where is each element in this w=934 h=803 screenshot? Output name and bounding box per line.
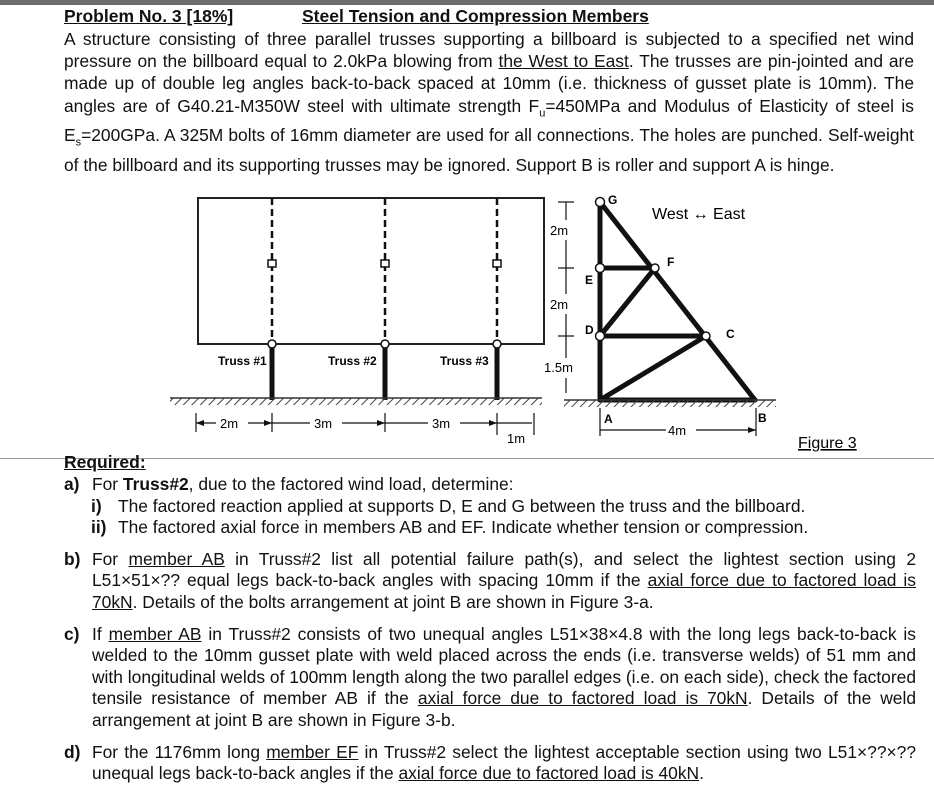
node-G [596,198,605,207]
part-a [64,474,916,496]
west-east-label: West ↔ East [652,206,746,223]
es-subscript: s [75,136,82,149]
truss1-pin [268,340,276,348]
label-C: C [726,327,735,341]
part-d-text-3: . [699,763,704,784]
part-a-label: a) [64,474,80,494]
part-c [64,624,916,732]
part-d-text-2: in Truss#2 select the lightest acceptable section using two L51×??×?? unequal legs back-to-back angles if the [92,741,916,784]
part-a-truss: Truss#2 [122,474,189,494]
label-E: E [585,273,594,287]
top-border [0,0,934,5]
part-b-text-2: in Truss#2 list all potential failure path(s), and select the lightest section using 2 L51×51×?? equal legs back-to-back angles with spacing 10mm if the [92,548,916,591]
part-c-text-1: If [92,623,109,644]
span-4m: 4m [668,423,687,438]
problem-subtitle: Steel Tension and Compression Members [302,6,649,26]
arrow-head [196,420,204,426]
arrow-head [489,420,497,426]
part-a-ii-label: ii) [91,517,107,538]
arrow-head [748,427,756,433]
part-d-force: axial force due to factored load is 40kN [398,763,700,784]
figure-3 [160,190,920,452]
part-c-label: c) [64,623,80,644]
intro-text-1: A structure consisting of three parallel trusses supporting a billboard is subjected to a specified net wind pressure on the billboard equal to 2.0kPa blowing from [64,29,914,72]
ground-left [170,398,542,405]
truss3-pin [493,340,501,348]
dim-1m: 1m [507,431,526,446]
truss1-label: Truss #1 [218,354,267,368]
part-c-text-2: in Truss#2 consists of two unequal angles L51×38×4.8 with the long legs back-to-back is welded to the 10mm gusset plate with weld placed across the ends (i.e. transverse welds) of 51 mm and with longitudinal welds of 100mm length along the two parallel edges (i.e. on each side), check the factored tensile resistance of member AB if the [92,623,916,709]
dim-v-1.5m: 1.5m [544,360,573,375]
part-d-member: member EF [266,741,359,762]
part-b-member: member AB [128,548,225,569]
part-a-i-text: The factored reaction applied at supports D, E and G between the truss and the billboard. [118,495,806,516]
ground-right [564,400,776,407]
intro-direction: the West to East [498,51,629,72]
part-a-text-2: , due to the factored wind load, determine: [188,474,514,494]
part-a-ii [64,517,916,539]
intro-text-2: . The trusses are pin-jointed and are made up of double leg angles back-to-back spaced at 10mm (i.e. thickness of gusset plate is 10mm). The angles are of G40.21-M350W steel with ultimate strength F [64,51,914,116]
part-b-text-3: . Details of the bolts arrangement at joint B are shown in Figure 3-a. [132,591,654,612]
part-c-member: member AB [108,623,202,644]
label-G: G [608,193,618,207]
intro-text-3: =450MPa and Modulus of Elasticity of steel is E [64,95,914,146]
truss2-node [381,260,389,267]
truss1-node [268,260,276,267]
label-A: A [604,412,613,426]
fu-subscript: u [539,107,546,120]
member-diagonal-top [600,202,755,400]
figure-caption: Figure 3 [798,435,857,452]
label-D: D [585,323,594,337]
part-a-i [64,496,916,518]
dim-v-2m-a: 2m [550,223,569,238]
required-heading: Required: [64,452,146,472]
node-F [651,264,659,272]
part-d-text-1: For the 1176mm long [92,741,267,762]
part-b [64,549,916,614]
required-list [64,474,916,785]
truss-members [600,202,755,400]
billboard [198,198,544,344]
part-c-force: axial force due to factored load is 70kN [417,688,748,709]
part-a-ii-text: The factored axial force in members AB and EF. Indicate whether tension or compression. [118,517,809,538]
node-C [702,332,710,340]
dim-3m-b: 3m [432,416,451,431]
member-CA [600,336,706,400]
part-b-label: b) [64,548,81,569]
part-a-i-label: i) [91,495,102,516]
arrow-head [264,420,272,426]
intro-text-4: =200GPa. A 325M bolts of 16mm diameter are used for all connections. The holes are punched. Self-weight of the billboard and its supporting trusses may be ignored. Support B is roller and support A is hinge. [64,125,914,175]
truss3-label: Truss #3 [440,354,489,368]
node-D [596,332,605,341]
label-B: B [758,411,767,425]
problem-title: Problem No. 3 [18%] [64,6,234,26]
truss3-node [493,260,501,267]
label-F: F [667,255,675,269]
node-E [596,264,605,273]
arrow-head [377,420,385,426]
part-a-text-1: For [92,474,123,494]
problem-statement [64,28,914,176]
part-d-label: d) [64,741,81,762]
truss2-label: Truss #2 [328,354,377,368]
figure-3-drawing [160,190,920,452]
truss2-pin [381,340,389,348]
dim-v-2m-b: 2m [550,297,569,312]
member-FD [600,268,655,336]
part-b-force: axial force due to factored load is 70kN [92,570,916,612]
dim-2m: 2m [220,416,239,431]
part-c-text-3: . Details of the weld arrangement at joint B are shown in Figure 3-b. [92,688,916,730]
part-b-text-1: For [92,548,129,569]
part-d [64,742,916,785]
dim-3m-a: 3m [314,416,333,431]
